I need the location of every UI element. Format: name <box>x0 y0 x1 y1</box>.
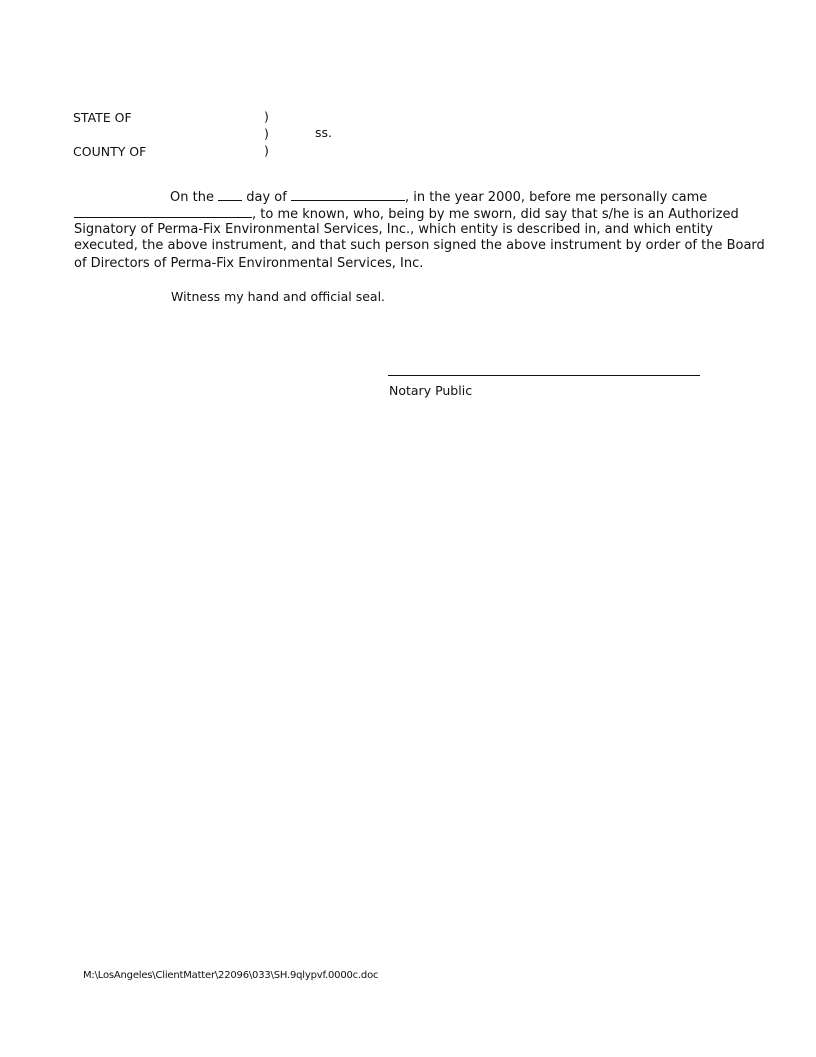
on-the-text: On the <box>170 190 214 205</box>
county-label: COUNTY OF <box>73 144 147 159</box>
venue-paren-2: ) <box>264 126 269 141</box>
venue-paren-1: ) <box>264 109 269 124</box>
witness-text: Witness my hand and official seal. <box>171 289 386 304</box>
ack-line-3: Signatory of Perma-Fix Environmental Services, Inc., which entity is described in, and which entity <box>74 222 713 237</box>
ack-line-4: executed, the above instrument, and that such person signed the above instrument by order of the Board <box>74 238 765 253</box>
day-blank <box>218 188 242 201</box>
to-me-known-text: , to me known, who, being by me sworn, did say that s/he is an Authorized <box>252 207 739 222</box>
ack-line-1 <box>170 188 708 206</box>
notary-public-label: Notary Public <box>389 383 473 398</box>
day-of-text: day of <box>246 190 287 205</box>
ack-line-5: of Directors of Perma-Fix Environmental Services, Inc. <box>74 256 424 271</box>
state-label: STATE OF <box>73 110 132 125</box>
venue-paren-3: ) <box>264 143 269 158</box>
name-blank <box>74 205 252 218</box>
year-text: , in the year 2000, before me personally came <box>404 190 708 205</box>
month-blank <box>291 188 405 201</box>
ss-label: ss. <box>315 125 332 140</box>
file-path-footer: M:\LosAngeles\ClientMatter\22096\033\SH.9qlypvf.0000c.doc <box>83 970 379 981</box>
signature-line <box>388 375 700 376</box>
